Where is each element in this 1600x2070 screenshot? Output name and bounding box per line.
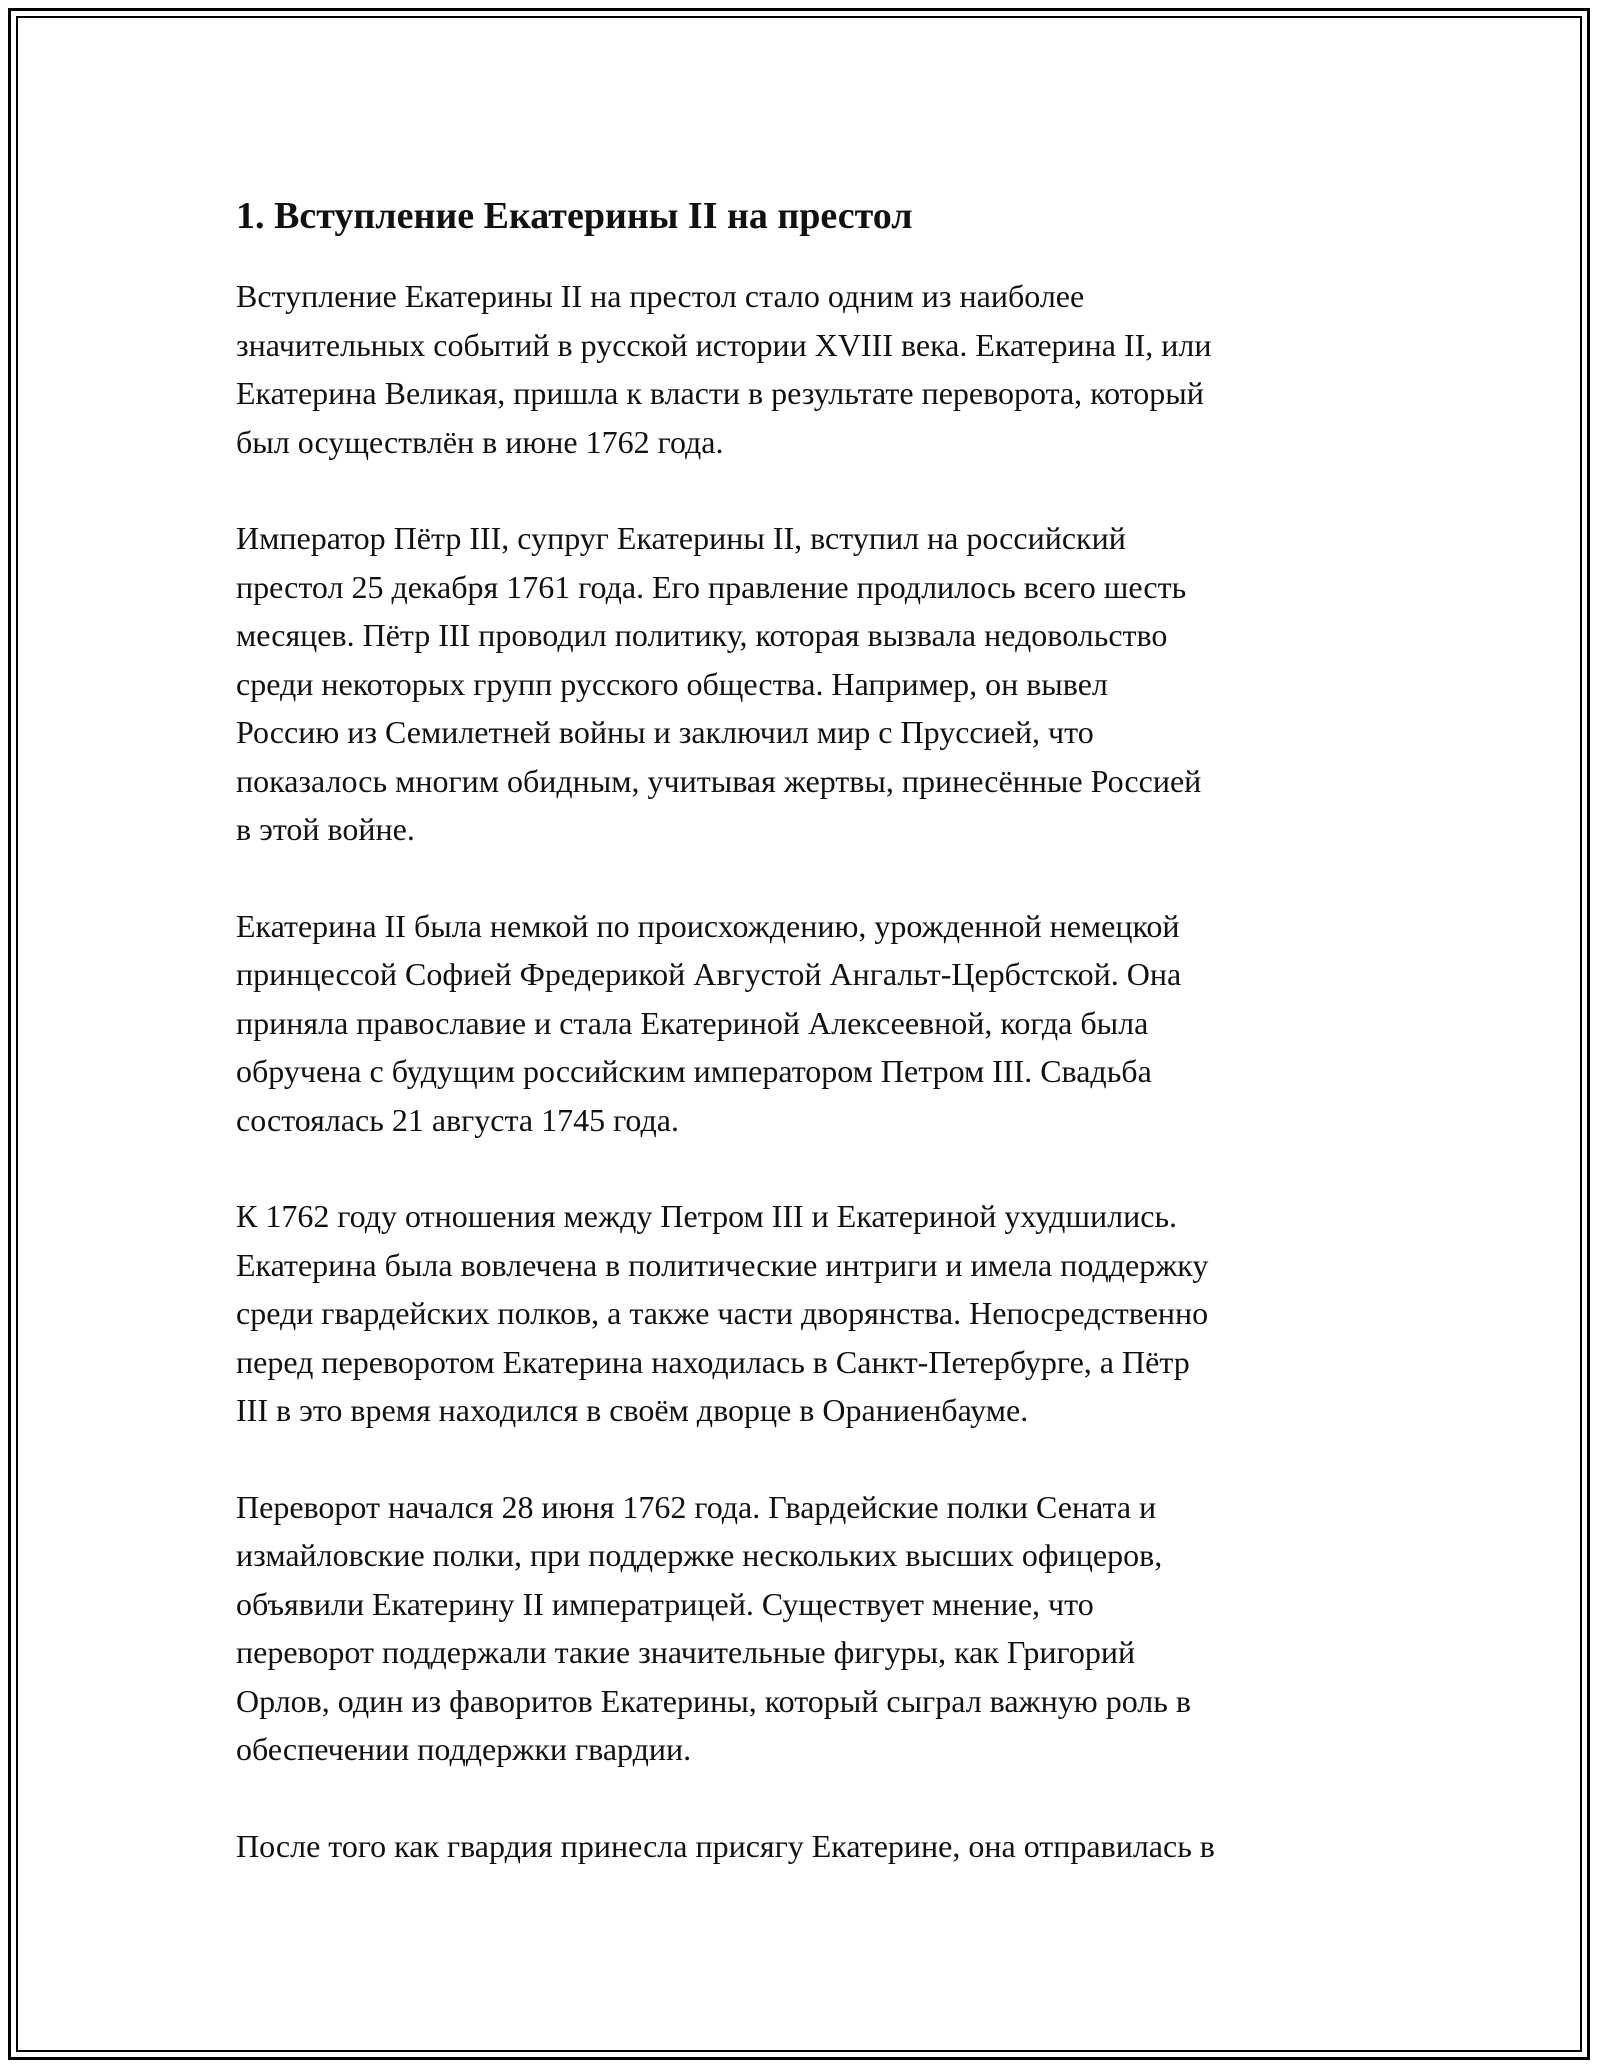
text-line: Переворот начался 28 июня 1762 года. Гвардейские полки Сената и (236, 1488, 1157, 1525)
text-line: показалось многим обидным, учитывая жертвы, принесённые Россией (236, 762, 1202, 799)
text-line: состоялась 21 августа 1745 года. (236, 1101, 679, 1138)
text-line: в этой войне. (236, 811, 415, 847)
text-line: объявили Екатерину II императрицей. Существует мнение, что (236, 1585, 1094, 1622)
text-line: III в это время находился в своём дворце в Ораниенбауме. (236, 1392, 1029, 1428)
text-line: обеспечении поддержки гвардии. (236, 1731, 692, 1767)
paragraph-2 (236, 514, 1366, 854)
text-line: переворот поддержали такие значительные фигуры, как Григорий (236, 1634, 1136, 1670)
text-line: значительных событий в русской истории XVIII века. Екатерина II, или (236, 326, 1212, 363)
paragraph-6 (236, 1822, 1366, 1871)
text-line: обручена с будущим российским императором Петром III. Свадьба (236, 1053, 1152, 1089)
text-line: Екатерина II была немкой по происхождению, урожденной немецкой (236, 907, 1180, 944)
text-line: Россию из Семилетней войны и заключил мир с Пруссией, что (236, 714, 1094, 750)
text-line: приняла православие и стала Екатериной Алексеевной, когда была (236, 1004, 1149, 1041)
text-line: После того как гвардия принесла присягу Екатерине, она отправилась в (236, 1827, 1215, 1864)
text-line: измайловские полки, при поддержке нескольких высших офицеров, (236, 1537, 1163, 1573)
text-line: был осуществлён в июне 1762 года. (236, 423, 724, 460)
section-heading: 1. Вступление Екатерины II на престол (236, 195, 913, 237)
document-body (236, 188, 1366, 1918)
text-line: престол 25 декабря 1761 года. Его правление продлилось всего шесть (236, 568, 1187, 605)
text-line: Император Пётр III, супруг Екатерины II, вступил на российский (236, 520, 1126, 556)
text-line: среди некоторых групп русского общества. Например, он вывел (236, 665, 1108, 702)
text-line: принцессой Софией Фредерикой Августой Ангальт-Цербстской. Она (236, 956, 1182, 992)
text-line: перед переворотом Екатерина находилась в Санкт-Петербурге, а Пётр (236, 1343, 1190, 1380)
paragraph-1 (236, 272, 1366, 466)
text-line: Орлов, один из фаворитов Екатерины, который сыграл важную роль в (236, 1682, 1191, 1719)
text-line: К 1762 году отношения между Петром III и Екатериной ухудшились. (236, 1198, 1178, 1234)
text-line: среди гвардейских полков, а также части дворянства. Непосредственно (236, 1295, 1209, 1331)
text-line: месяцев. Пётр III проводил политику, которая вызвала недовольство (236, 617, 1168, 653)
paragraph-4 (236, 1192, 1366, 1435)
paragraph-5 (236, 1483, 1366, 1774)
text-line: Екатерина Великая, пришла к власти в результате переворота, который (236, 375, 1204, 411)
paragraphs-container (236, 272, 1366, 1870)
text-line: Вступление Екатерины II на престол стало одним из наиболее (236, 278, 1085, 314)
paragraph-3 (236, 902, 1366, 1145)
text-line: Екатерина была вовлечена в политические интриги и имела поддержку (236, 1246, 1209, 1283)
